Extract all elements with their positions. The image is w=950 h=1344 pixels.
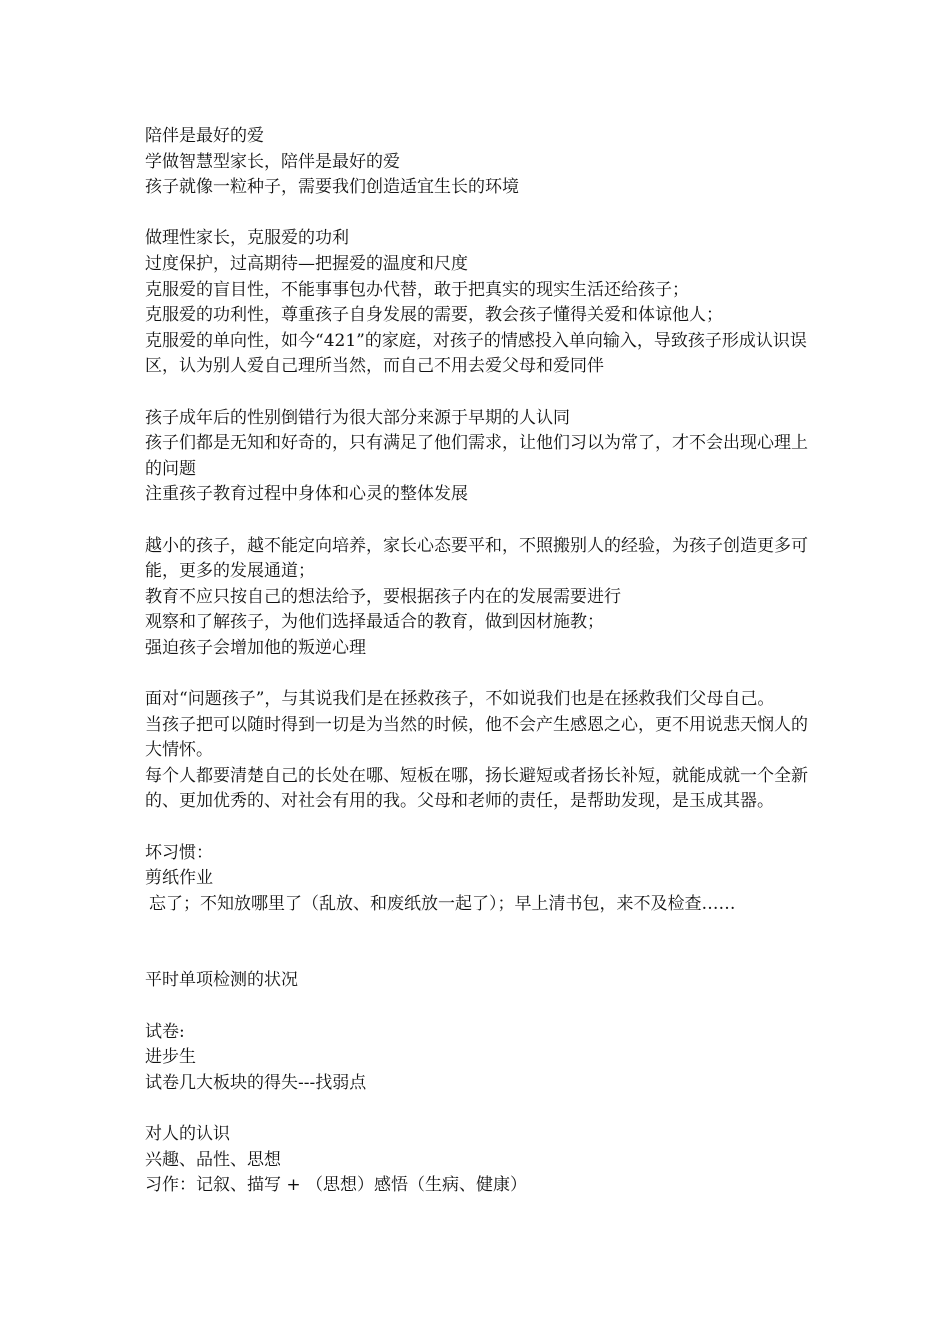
paragraph-line: 越小的孩子，越不能定向培养，家长心态要平和，不照搬别人的经验，为孩子创造更多可能，更多的发展通道； [145,535,808,582]
paragraph-line: 忘了；不知放哪里了（乱放、和废纸放一起了）；早上清书包，来不及检查…… [149,893,736,914]
heading-bad-habits: 坏习惯： [145,842,213,863]
paragraph-line: 试卷几大板块的得失---找弱点 [145,1072,367,1093]
paragraph-line: 教育不应只按自己的想法给予，要根据孩子内在的发展需要进行 [145,586,621,607]
paragraph-line: 克服爱的盲目性，不能事事包办代替，敢于把真实的现实生活还给孩子； [145,279,689,300]
heading-single-tests: 平时单项检测的状况 [145,970,298,991]
paragraph-line: 孩子们都是无知和好奇的，只有满足了他们需求，让他们习以为常了，才不会出现心理上的问题 [145,433,808,479]
section-identity [145,406,815,508]
heading-rational-parent: 做理性家长，克服爱的功利 [145,228,349,249]
paragraph-line: 孩子成年后的性别倒错行为很大部分来源于早期的人认同 [145,407,570,428]
document-page [145,124,815,1224]
heading-exam-paper: 试卷: [145,1021,185,1042]
section-problem-children [145,687,815,815]
paragraph-line: 兴趣、品性、思想 [145,1149,281,1170]
paragraph-line: 观察和了解孩子，为他们选择最适合的教育，做到因材施教； [145,612,604,633]
heading-understanding-people: 对人的认识 [145,1123,230,1144]
paragraph-line: 当孩子把可以随时得到一切是为当然的时候，他不会产生感恩之心，更不用说悲天悯人的大情怀。 [145,714,808,761]
section-single-tests [145,968,815,994]
section-rational-parent [145,226,815,380]
paragraph-line: 过度保护，过高期待—把握爱的温度和尺度 [145,253,468,274]
paragraph-line: 强迫孩子会增加他的叛逆心理 [145,637,366,658]
paragraph-line: 学做智慧型家长，陪伴是最好的爱 [145,151,400,172]
section-companionship [145,124,815,201]
paragraph-line: 克服爱的功利性，尊重孩子自身发展的需要，教会孩子懂得关爱和体谅他人； [145,305,723,326]
paragraph-line: 进步生 [145,1047,196,1068]
section-understanding-people [145,1122,815,1199]
paragraph-line: 剪纸作业 [145,868,213,889]
section-young-children [145,534,815,662]
paragraph-line: 注重孩子教育过程中身体和心灵的整体发展 [145,484,468,505]
paragraph-line: 每个人都要清楚自己的长处在哪、短板在哪，扬长避短或者扬长补短，就能成就一个全新的、更加优秀的、对社会有用的我。父母和老师的责任，是帮助发现，是玉成其器。 [145,765,808,812]
paragraph-line: 克服爱的单向性，如今“421”的家庭，对孩子的情感投入单向输入，导致孩子形成认识误区，认为别人爱自己理所当然，而自己不用去爱父母和爱同伴 [145,330,807,377]
heading-companionship: 陪伴是最好的爱 [145,126,264,146]
paragraph-line: 面对“问题孩子”，与其说我们是在拯救孩子，不如说我们也是在拯救我们父母自己。 [145,689,775,710]
section-bad-habits [145,841,815,918]
section-exam-paper [145,1020,815,1097]
paragraph-line: 习作：记叙、描写 + （思想）感悟（生病、健康） [145,1175,528,1196]
paragraph-line: 孩子就像一粒种子，需要我们创造适宜生长的环境 [145,177,519,198]
